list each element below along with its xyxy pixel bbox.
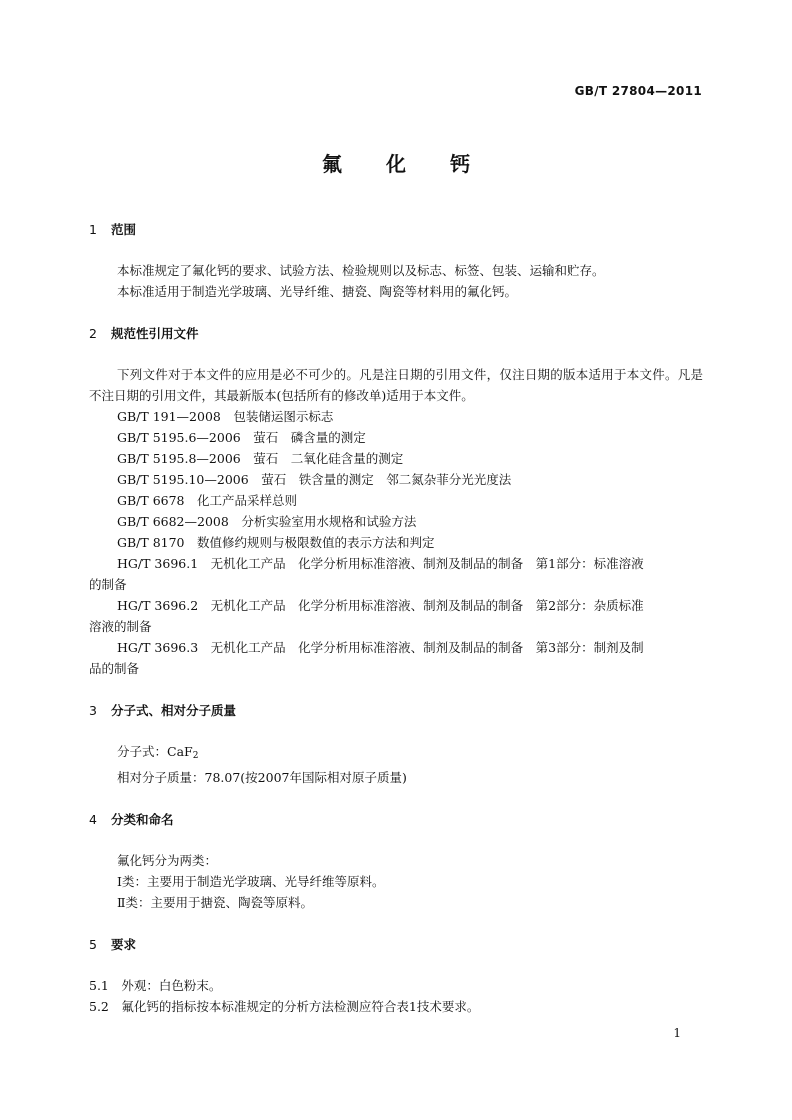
standard-code: GB/T 27804—2011: [574, 84, 702, 98]
paragraph: 本标准适用于制造光学玻璃、光导纤维、搪瓷、陶瓷等材料用的氟化钙。: [117, 284, 518, 299]
clause: 5.1 外观：白色粉末。: [89, 978, 222, 993]
reference-item: HG/T 3696.3 无机化工产品 化学分析用标准溶液、制剂及制品的制备 第3部分：制剂及制 品的制备: [89, 640, 644, 676]
molecular-mass: 相对分子质量：78.07(按2007年国际相对原子质量): [117, 770, 407, 785]
section-normative-references: [89, 324, 703, 679]
document-title: 氟化钙: [322, 152, 514, 176]
section-number: 1: [89, 222, 97, 237]
paragraph: 氟化钙分为两类：: [117, 853, 218, 868]
section-heading: [89, 701, 703, 721]
section-title: 范围: [111, 222, 137, 237]
class-item: Ⅰ类：主要用于制造光学玻璃、光导纤维等原料。: [117, 874, 385, 889]
reference-item: GB/T 5195.6—2006 萤石 磷含量的测定: [117, 430, 366, 445]
paragraph: 本标准规定了氟化钙的要求、试验方法、检验规则以及标志、标签、包装、运输和贮存。: [117, 263, 605, 278]
section-title: 分类和命名: [111, 812, 174, 827]
section-number: 5: [89, 937, 97, 952]
section-heading: [89, 220, 703, 240]
reference-item: HG/T 3696.1 无机化工产品 化学分析用标准溶液、制剂及制品的制备 第1部分：标准溶液 的制备: [89, 556, 644, 592]
clause: 5.2 氟化钙的指标按本标准规定的分析方法检测应符合表1技术要求。: [89, 999, 480, 1014]
section-number: 4: [89, 812, 97, 827]
section-title: 要求: [111, 937, 137, 952]
section-scope: [89, 220, 703, 302]
section-heading: [89, 935, 703, 955]
section-number: 2: [89, 326, 97, 341]
class-item: Ⅱ类：主要用于搪瓷、陶瓷等原料。: [117, 895, 313, 910]
section-title: 规范性引用文件: [111, 326, 199, 341]
section-heading: [89, 324, 703, 344]
document-body: [89, 220, 703, 1017]
reference-item: GB/T 6678 化工产品采样总则: [117, 493, 298, 508]
section-requirements: [89, 935, 703, 1017]
section-title: 分子式、相对分子质量: [111, 703, 237, 718]
reference-item: GB/T 6682—2008 分析实验室用水规格和试验方法: [117, 514, 417, 529]
section-classification: [89, 810, 703, 913]
section-heading: [89, 810, 703, 830]
reference-item: GB/T 5195.8—2006 萤石 二氧化硅含量的测定: [117, 451, 404, 466]
reference-item: GB/T 191—2008 包装储运图示标志: [117, 409, 334, 424]
reference-item: GB/T 5195.10—2006 萤石 铁含量的测定 邻二氮杂菲分光光度法: [117, 472, 512, 487]
page-number: 1: [673, 1026, 681, 1040]
reference-item: HG/T 3696.2 无机化工产品 化学分析用标准溶液、制剂及制品的制备 第2部分：杂质标准 溶液的制备: [89, 598, 644, 634]
reference-item: GB/T 8170 数值修约规则与极限数值的表示方法和判定: [117, 535, 435, 550]
section-formula: [89, 701, 703, 788]
molecular-formula: 分子式：CaF$_2$: [117, 744, 199, 761]
paragraph: 下列文件对于本文件的应用是必不可少的。凡是注日期的引用文件，仅注日期的版本适用于本文件。凡是不注日期的引用文件，其最新版本(包括所有的修改单)适用于本文件。: [89, 367, 703, 403]
section-number: 3: [89, 703, 97, 718]
